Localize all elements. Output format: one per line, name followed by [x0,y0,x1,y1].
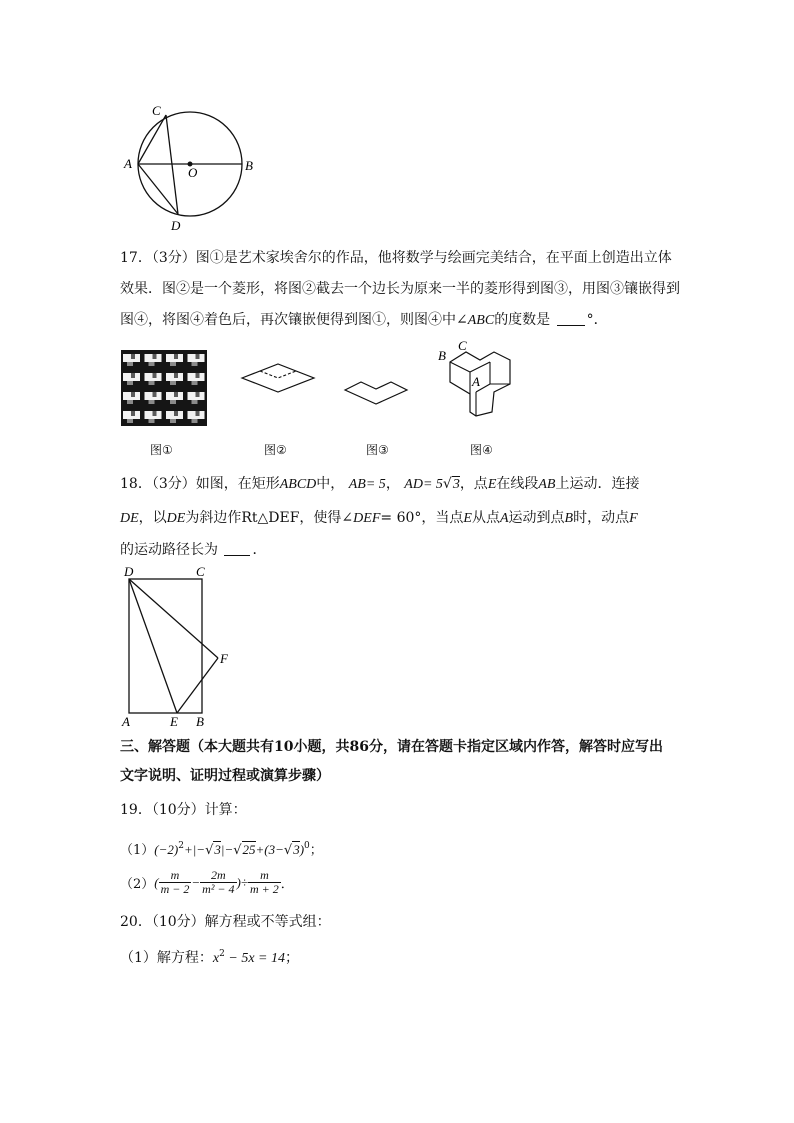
point-label-b: B [245,158,253,173]
point-label-e: E [170,714,178,729]
point-label-a: A [122,714,130,729]
point-label-a: A [124,156,132,171]
tile-figure [436,338,516,420]
circle-figure [118,103,268,235]
section3-heading-line2: 文字说明、证明过程或演算步骤） [120,768,330,784]
point-label-b: B [438,348,446,363]
escher-tiling-image [121,350,207,426]
point-label-a: A [472,374,480,389]
point-label-d: D [171,218,181,233]
point-label-c: C [196,564,205,579]
answer-blank [224,541,250,556]
caption-fig4: 图④ [470,443,493,457]
point-label-c: C [152,103,161,118]
point-label-d: D [124,564,134,579]
caption-fig2: 图② [264,443,287,457]
caption-fig3: 图③ [366,443,389,457]
point-label-f: F [220,651,228,666]
answer-blank [557,311,585,326]
caption-fig1: 图① [150,443,173,457]
q17-line3: 图④，将图④着色后，再次镶嵌便得到图①，则图④中∠ABC的度数是 °． [120,312,608,328]
q17-line1: 17．（3分）图①是艺术家埃舍尔的作品，他将数学与绘画完美结合，在平面上创造出立体 [120,250,672,266]
cut-rhombus-figure [343,372,409,408]
rhombus-figure [240,362,316,396]
q19-part1: $(1)(-2)^2+|-√3|-√25+(3-√3)^0$； [120,841,323,858]
point-label-c: C [458,338,467,353]
point-label-b: B [196,714,204,729]
q19-title: 19．（10分）计算： [120,802,247,818]
section3-heading-line1: 三、解答题（本大题共有10小题，共86分，请在答题卡指定区域内作答，解答时应写出 [120,739,663,755]
q20-part1: （1）解方程：$x^2 - 5x = 14$； [120,949,299,966]
q18-line1: 18．（3分）如图，在矩形ABCD中， AB= 5， AD= 5√3，点E在线段AB上运动．连接 [120,476,640,492]
q19-part2: （2） ( $\frac{m}{m - 2}$ − $\frac{2m}{\text{m² − 4}}$ )÷ $\frac{m}{m + 2}$ ． [120,868,294,896]
q17-line2: 效果．图②是一个菱形，将图②截去一个边长为原来一半的菱形得到图③，用图③镶嵌得到 [120,281,680,297]
q18-line2: DE，以DE为斜边作Rt△DEF，使得∠DEF= 60°，当点E从点A运动到点B时，动点F [120,510,638,526]
q18-line3: 的运动路径长为 ． [120,542,267,558]
point-label-o: O [188,165,198,180]
rectangle-figure [116,562,242,730]
q20-title: 20．（10分）解方程或不等式组： [120,914,331,930]
